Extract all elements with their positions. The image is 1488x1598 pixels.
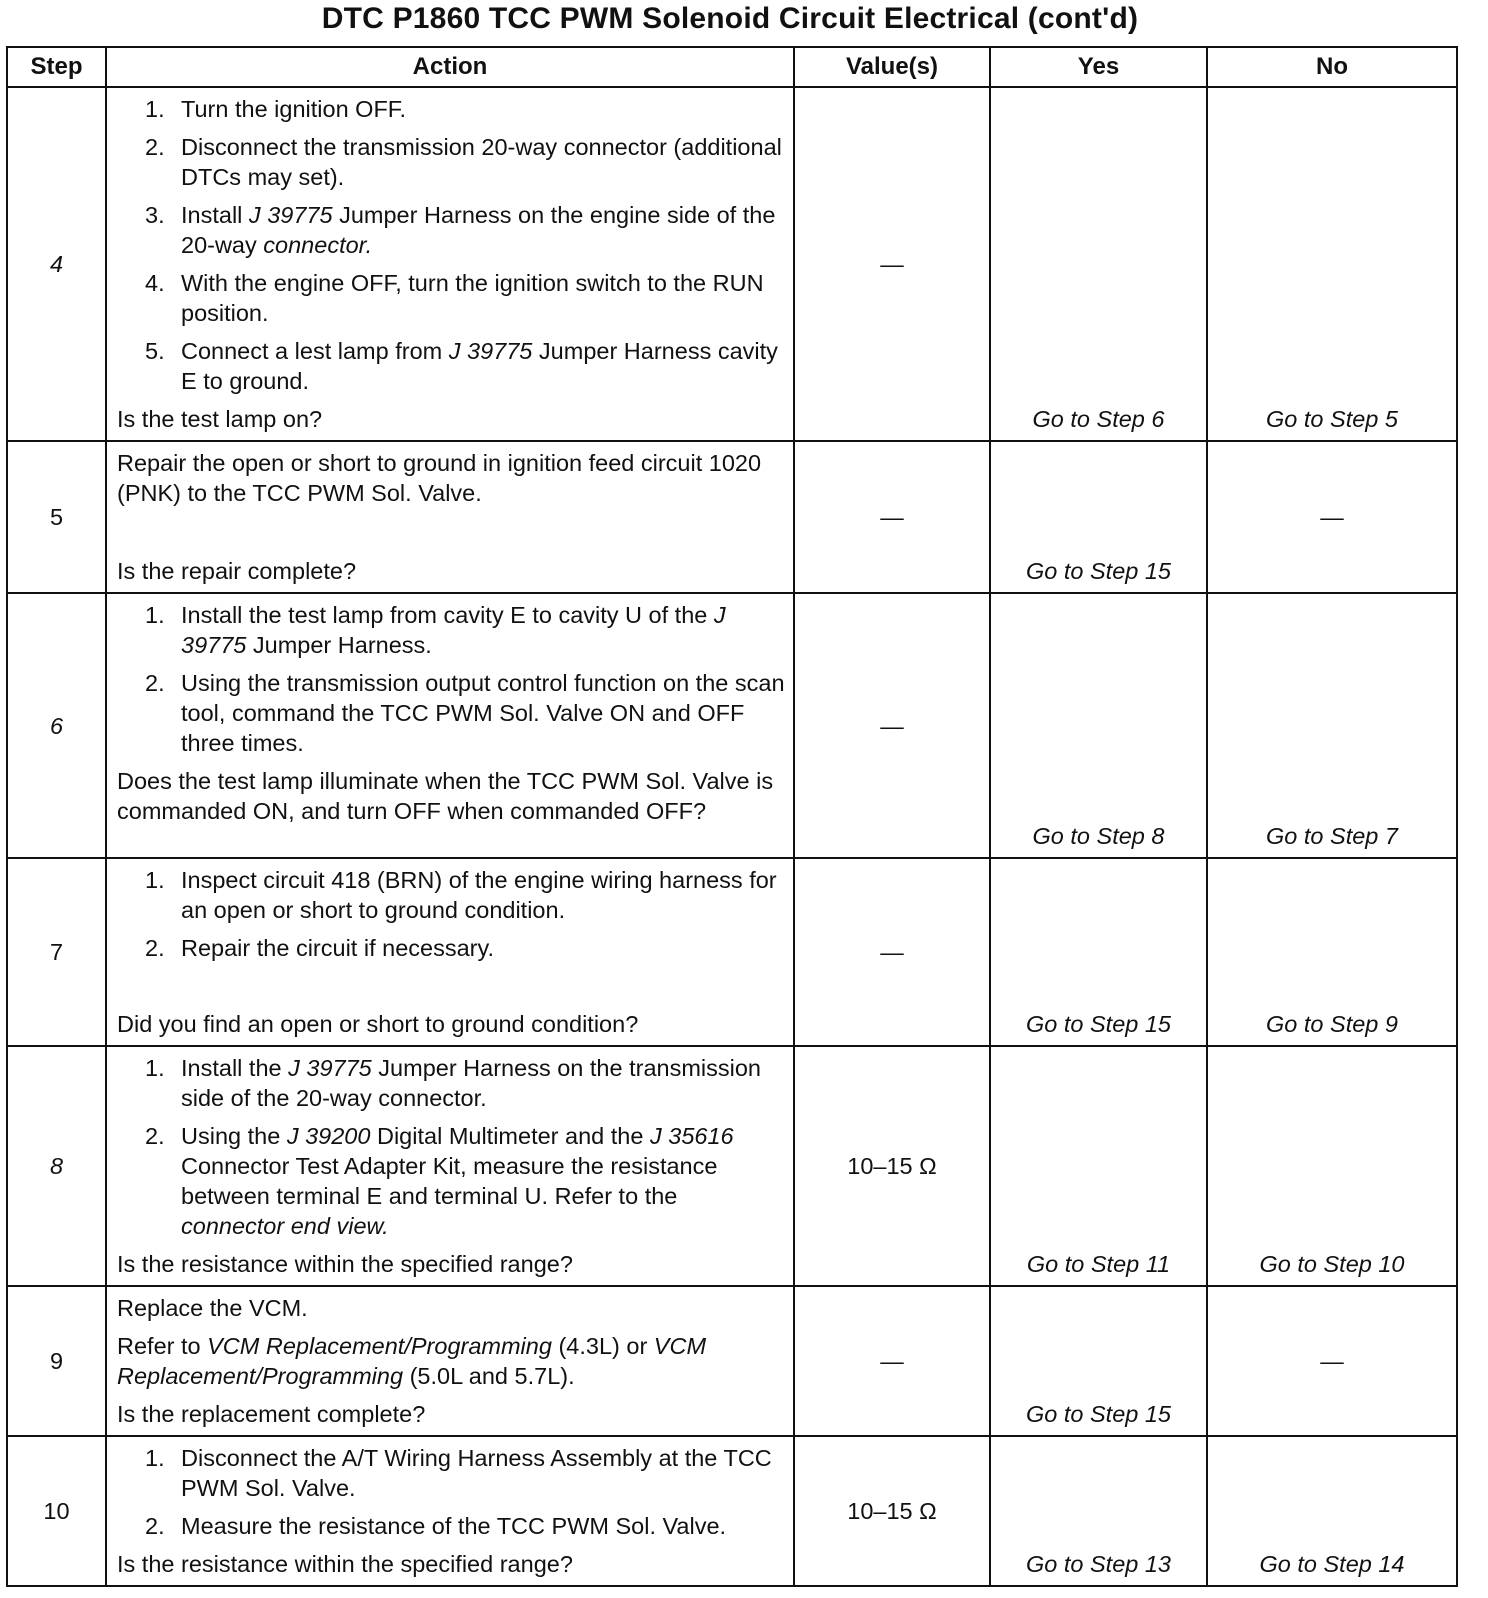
action-substep: Connect a lest lamp from J 39775 Jumper Harness cavity E to ground. xyxy=(181,338,778,394)
no-cell: Go to Step 10 xyxy=(1207,1046,1457,1286)
action-substep: With the engine OFF, turn the ignition switch to the RUN position. xyxy=(181,270,764,326)
table-row-step-6 xyxy=(7,593,1457,858)
action-substep: Using the J 39200 Digital Multimeter and the J 35616 Connector Test Adapter Kit, measure the resistance between terminal E and terminal U. Refer to the connector end view. xyxy=(181,1123,734,1239)
action-question: Is the replacement complete? xyxy=(117,1401,426,1427)
action-substep: Install J 39775 Jumper Harness on the engine side of the 20-way connector. xyxy=(181,202,776,258)
action-question: Is the resistance within the specified range? xyxy=(117,1251,573,1277)
header-no: No xyxy=(1207,47,1457,87)
yes-cell: Go to Step 6 xyxy=(990,87,1207,441)
step-number: 4 xyxy=(7,87,106,441)
action-substep: Using the transmission output control function on the scan tool, command the TCC PWM Sol. Valve ON and OFF three times. xyxy=(181,670,785,756)
header-yes: Yes xyxy=(990,47,1207,87)
action-cell xyxy=(106,1046,794,1286)
value-cell: — xyxy=(794,441,990,593)
value-cell: — xyxy=(794,1286,990,1436)
no-cell: Go to Step 14 xyxy=(1207,1436,1457,1586)
diagnostic-table xyxy=(6,46,1458,1587)
action-text: Replace the VCM. xyxy=(117,1295,308,1321)
action-substep: Turn the ignition OFF. xyxy=(181,96,407,122)
no-cell: Go to Step 5 xyxy=(1207,87,1457,441)
step-number: 7 xyxy=(7,858,106,1046)
value-cell: — xyxy=(794,858,990,1046)
action-substep: Disconnect the transmission 20-way connector (additional DTCs may set). xyxy=(181,134,782,190)
action-substep: Repair the circuit if necessary. xyxy=(181,935,495,961)
yes-cell: Go to Step 15 xyxy=(990,441,1207,593)
table-row-step-10 xyxy=(7,1436,1457,1586)
yes-cell: Go to Step 15 xyxy=(990,1286,1207,1436)
step-number: 10 xyxy=(7,1436,106,1586)
action-question: Did you find an open or short to ground condition? xyxy=(117,1011,639,1037)
action-cell xyxy=(106,1436,794,1586)
header-values: Value(s) xyxy=(794,47,990,87)
action-cell xyxy=(106,87,794,441)
value-cell: 10–15 Ω xyxy=(794,1046,990,1286)
action-substep: Install the test lamp from cavity E to cavity U of the J 39775 Jumper Harness. xyxy=(181,602,726,658)
yes-cell: Go to Step 8 xyxy=(990,593,1207,858)
page-title: DTC P1860 TCC PWM Solenoid Circuit Electrical (cont'd) xyxy=(321,2,1139,35)
action-cell xyxy=(106,1286,794,1436)
header-step: Step xyxy=(7,47,106,87)
yes-cell: Go to Step 13 xyxy=(990,1436,1207,1586)
yes-cell: Go to Step 15 xyxy=(990,858,1207,1046)
action-question: Is the resistance within the specified range? xyxy=(117,1551,573,1577)
action-substep: Measure the resistance of the TCC PWM Sol. Valve. xyxy=(181,1513,727,1539)
value-cell: 10–15 Ω xyxy=(794,1436,990,1586)
action-cell xyxy=(106,441,794,593)
action-cell xyxy=(106,858,794,1046)
step-number: 5 xyxy=(7,441,106,593)
step-number: 8 xyxy=(7,1046,106,1286)
no-cell: Go to Step 9 xyxy=(1207,858,1457,1046)
action-question: Is the test lamp on? xyxy=(117,406,323,432)
action-text: Repair the open or short to ground in ignition feed circuit 1020 (PNK) to the TCC PWM Sol. Valve. xyxy=(117,450,762,506)
action-substep: Inspect circuit 418 (BRN) of the engine wiring harness for an open or short to ground condition. xyxy=(181,867,777,923)
action-substep: Install the J 39775 Jumper Harness on the transmission side of the 20-way connector. xyxy=(181,1055,761,1111)
action-cell xyxy=(106,593,794,858)
step-number: 6 xyxy=(7,593,106,858)
header-action: Action xyxy=(106,47,794,87)
table-row-step-5 xyxy=(7,441,1457,593)
action-text: Refer to VCM Replacement/Programming (4.3L) or VCM Replacement/Programming (5.0L and 5.7L). xyxy=(117,1333,707,1389)
table-row-step-9 xyxy=(7,1286,1457,1436)
value-cell: — xyxy=(794,87,990,441)
action-question: Is the repair complete? xyxy=(117,558,357,584)
table-row-step-7 xyxy=(7,858,1457,1046)
no-cell: Go to Step 7 xyxy=(1207,593,1457,858)
table-header-row xyxy=(7,47,1457,87)
table-row-step-8 xyxy=(7,1046,1457,1286)
no-cell: — xyxy=(1207,1286,1457,1436)
action-substep: Disconnect the A/T Wiring Harness Assembly at the TCC PWM Sol. Valve. xyxy=(181,1445,772,1501)
action-question: Does the test lamp illuminate when the TCC PWM Sol. Valve is commanded ON, and turn OFF when commanded OFF? xyxy=(117,768,774,824)
yes-cell: Go to Step 11 xyxy=(990,1046,1207,1286)
value-cell: — xyxy=(794,593,990,858)
step-number: 9 xyxy=(7,1286,106,1436)
table-row-step-4 xyxy=(7,87,1457,441)
no-cell: — xyxy=(1207,441,1457,593)
